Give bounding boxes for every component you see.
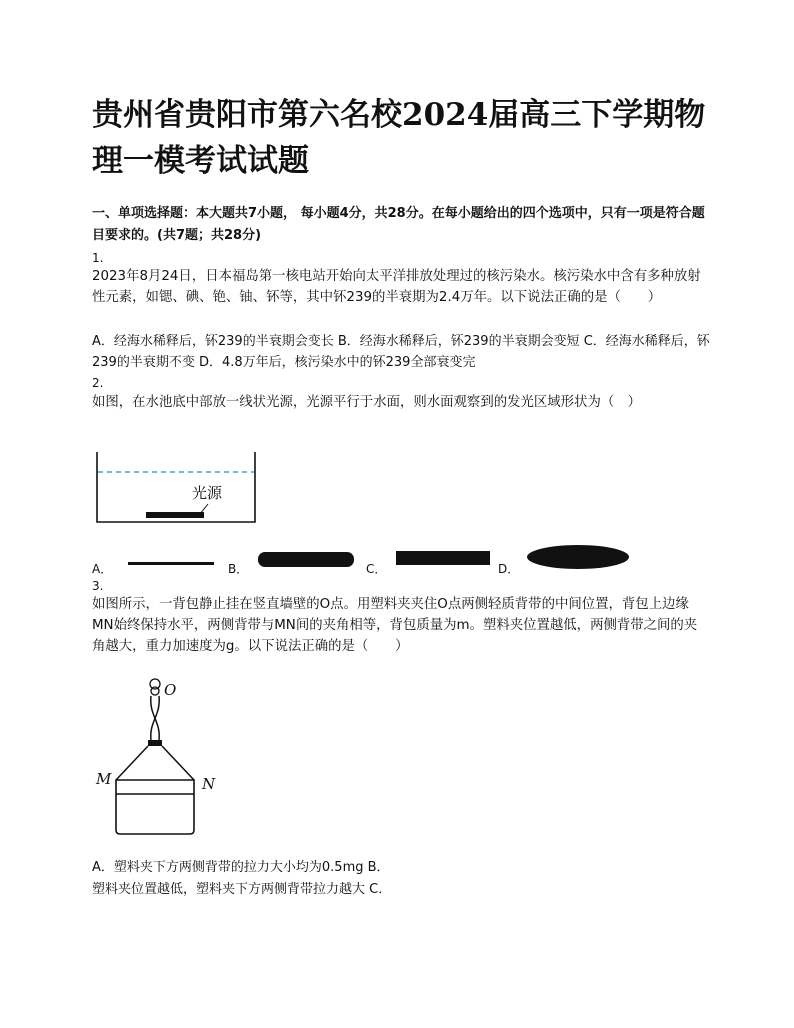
point-n-label: N <box>202 775 216 793</box>
question-3-options-line-2: 塑料夹位置越低，塑料夹下方两侧背带拉力越大 C． <box>92 882 392 897</box>
point-m-label: M <box>96 770 112 788</box>
question-1-stem: 2023年8月24日，日本福岛第一核电站开始向太平洋排放处理过的核污染水。核污染水中含有多种放射性元素，如锶、碘、铯、铀、钚等，其中钚239的半衰期为2.4万年。以下说法正确的是（ ） <box>92 269 701 305</box>
question-2-option-d: D． <box>498 562 520 576</box>
water-pool-figure <box>96 452 256 524</box>
question-2-option-c: C． <box>366 562 387 576</box>
option-c-rectangle-shape <box>396 549 492 569</box>
page-title: 贵州省贵阳市第六名校2024届高三下学期物理一模考试试题 <box>92 97 706 179</box>
point-o-label: O <box>164 681 177 699</box>
option-a-thin-line-shape <box>128 560 216 568</box>
question-1-number: 1. <box>92 251 104 265</box>
question-1-options: A．经海水稀释后，钚239的半衰期会变长 B．经海水稀释后，钚239的半衰期会变短 C．经海水稀释后，钚239的半衰期不变 D．4.8万年后，核污染水中的钚239全部衰变完 <box>92 334 710 370</box>
question-3-number: 3. <box>92 579 104 593</box>
question-2-option-b: B． <box>228 562 249 576</box>
option-d-ellipse-shape <box>526 544 630 570</box>
option-b-rounded-bar-shape <box>258 550 354 570</box>
light-source-label: 光源 <box>192 484 223 502</box>
question-2-number: 2. <box>92 376 104 390</box>
section-heading: 一、单项选择题：本大题共7小题， 每小题4分，共28分。在每小题给出的四个选项中，只有一项是符合题目要求的。(共7题；共28分) <box>92 206 705 243</box>
question-3-options-line-1: A．塑料夹下方两侧背带的拉力大小均为0.5mg B． <box>92 860 390 875</box>
backpack-figure <box>112 676 202 836</box>
question-2-option-a: A． <box>92 562 113 576</box>
question-2-stem: 如图，在水池底中部放一线状光源，光源平行于水面，则水面观察到的发光区域形状为（ ） <box>92 395 642 410</box>
question-3-stem: 如图所示，一背包静止挂在竖直墙壁的O点。用塑料夹夹住O点两侧轻质背带的中间位置，背包上边缘MN始终保持水平，两侧背带与MN间的夹角相等，背包质量为m。塑料夹位置越低，两侧背带之间的夹角越大，重力加速度为g。以下说法正确的是（ ） <box>92 597 698 654</box>
